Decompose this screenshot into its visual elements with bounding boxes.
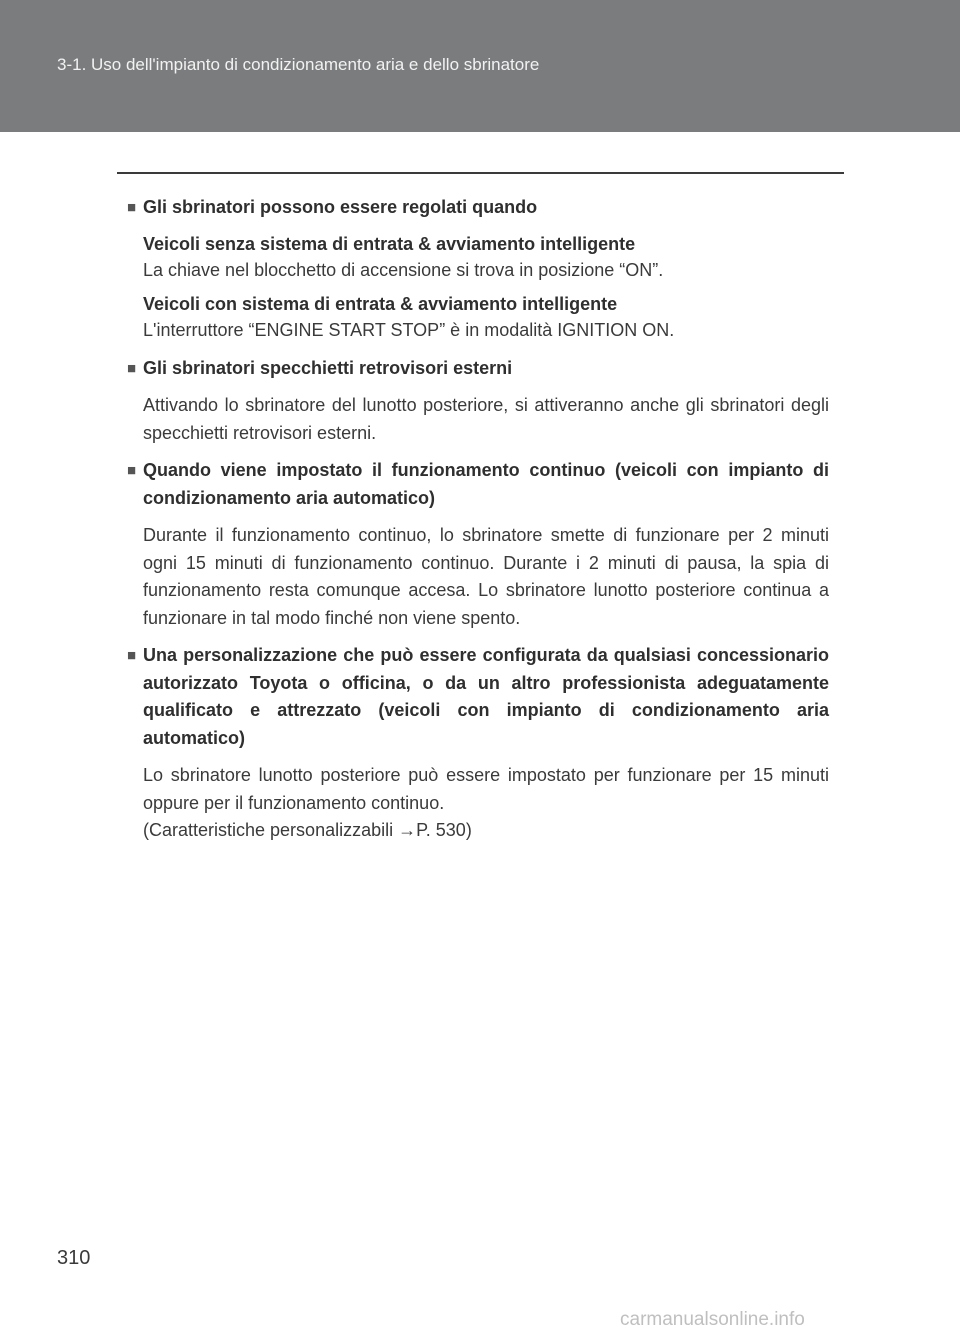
page-content	[127, 194, 829, 845]
section-defroster-conditions	[127, 194, 829, 345]
section-title: 3-1. Uso dell'impianto di condizionamento aria e dello sbrinatore	[57, 55, 540, 74]
heading-text: Gli sbrinatori possono essere regolati quando	[143, 197, 538, 217]
section-body	[143, 232, 829, 345]
paragraph-with-smart-key: L'interruttore “ENGINE START STOP” è in modalità IGNITION ON.	[143, 320, 675, 340]
watermark: carmanualsonline.info	[620, 1309, 805, 1330]
square-bullet-icon: ■	[127, 462, 137, 479]
section-divider	[117, 172, 844, 174]
section-heading	[127, 355, 829, 383]
page-number: 310	[57, 1247, 91, 1269]
section-heading	[127, 194, 829, 222]
heading-text: Gli sbrinatori specchietti retrovisori esterni	[143, 357, 513, 378]
heading-text: Quando viene impostato il funzionamento continuo (veicoli con impianto di condizionamento aria automatico)	[143, 460, 829, 508]
subheading-without-smart-key: Veicoli senza sistema di entrata & avviamento intelligente	[143, 233, 636, 254]
section-heading	[127, 642, 829, 752]
header-band	[0, 0, 960, 132]
section-heading	[127, 457, 829, 512]
section-customization	[127, 642, 829, 845]
paragraph: Durante il funzionamento continuo, lo sbrinatore smette di funzionare per 2 minuti ogni 15 minuti di funzionamento continuo. Durante i 2 minuti di pausa, la spia di funzionamento resta comunque accesa. Lo sbrinatore lunotto posteriore continua a funzionare in tal modo finché non viene spento.	[143, 525, 829, 628]
square-bullet-icon: ■	[127, 359, 137, 377]
heading-text: Una personalizzazione che può essere configurata da qualsiasi concessionario autorizzato Toyota o officina, o da un altro professionista adeguatamente qualificato e attrezzato (veicoli con impianto di condizionamento aria automatico)	[143, 645, 829, 748]
section-body	[143, 522, 829, 632]
paragraph-without-smart-key: La chiave nel blocchetto di accensione si trova in posizione “ON”.	[143, 259, 664, 280]
section-continuous-operation	[127, 457, 829, 632]
paragraph: Lo sbrinatore lunotto posteriore può essere impostato per funzionare per 15 minuti oppure per il funzionamento continuo.	[143, 765, 829, 813]
square-bullet-icon: ■	[127, 199, 137, 216]
subheading-with-smart-key: Veicoli con sistema di entrata & avviamento intelligente	[143, 294, 618, 314]
page-reference: (Caratteristiche personalizzabili →P. 530)	[143, 820, 472, 840]
paragraph: Attivando lo sbrinatore del lunotto posteriore, si attiveranno anche gli sbrinatori degli specchietti retrovisori esterni.	[143, 395, 829, 443]
square-bullet-icon: ■	[127, 647, 137, 664]
section-body	[143, 762, 829, 845]
section-body	[143, 392, 829, 447]
section-mirror-defrosters	[127, 355, 829, 448]
